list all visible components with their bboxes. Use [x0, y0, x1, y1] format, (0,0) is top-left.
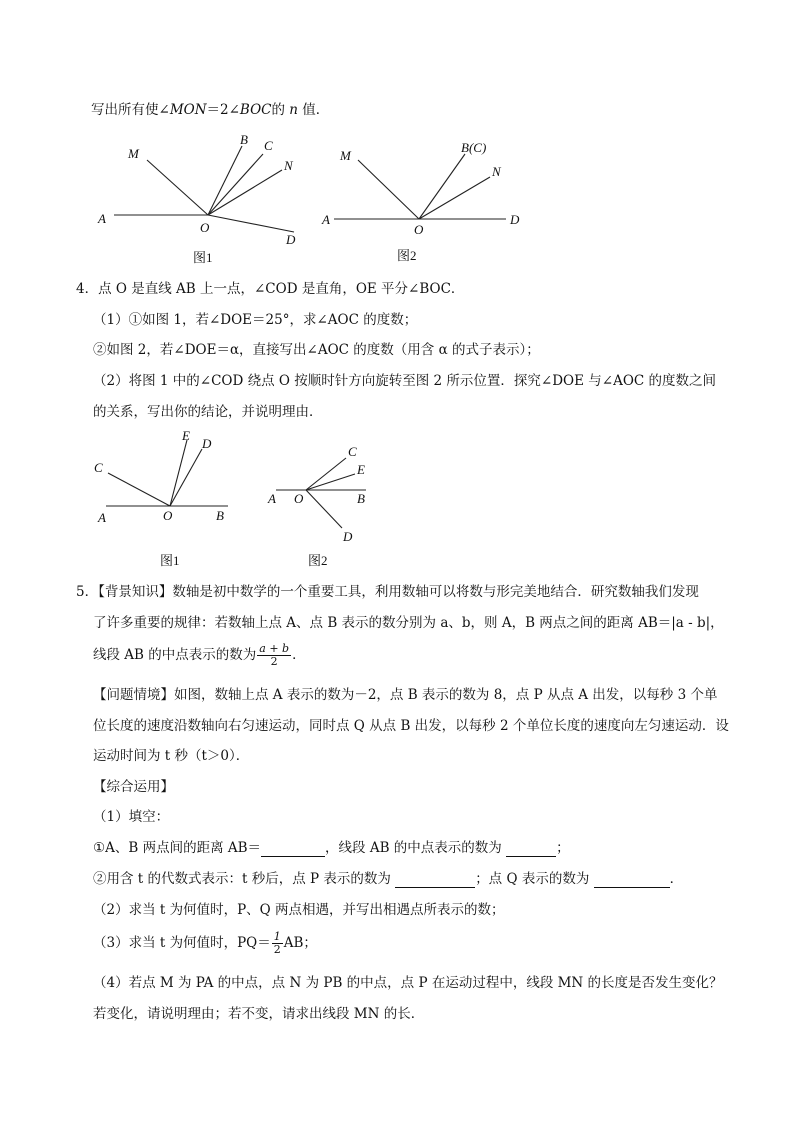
figure-3-2: [320, 128, 530, 270]
q5-line-11: （2）求当 t 为何值时，P、Q 两点相遇，并写出相遇点所表示的数；: [93, 902, 505, 918]
midpoint-fraction: [257, 643, 291, 668]
label-c: C: [348, 444, 357, 459]
angle-boc: BOC: [239, 102, 272, 118]
intro-text: 值．: [302, 102, 330, 118]
label-o: O: [163, 508, 173, 523]
intro-text: 的: [271, 102, 285, 118]
answer-blank-q[interactable]: [594, 873, 670, 888]
label-a: A: [268, 491, 276, 506]
q5-line-3-text: 线段 AB 的中点表示的数为: [93, 647, 257, 663]
q5-line-8: （1）填空：: [93, 809, 170, 825]
q5-line-9-end: ；: [556, 840, 570, 856]
q5-line-12-text: （3）求当 t 为何值时，PQ＝: [93, 935, 271, 951]
q4-line-3: ②如图 2，若∠DOE＝α，直接写出∠AOC 的度数（用含 α 的式子表示）；: [93, 342, 540, 358]
q5-line-10: [93, 870, 683, 888]
label-m: M: [340, 148, 351, 163]
ray-od: [306, 490, 342, 528]
label-b-c: B(C): [461, 140, 487, 155]
angle-mon: MON: [169, 102, 207, 118]
ray-om: [147, 160, 208, 215]
label-d: D: [343, 529, 353, 544]
q5-line-5: 位长度的速度沿数轴向右匀速运动，同时点 Q 从点 B 出发，以每秒 2 个单位长度的速度向左匀速运动．设: [93, 718, 729, 734]
q5-line-9-text: ①A、B 两点间的距离 AB＝: [93, 840, 262, 856]
q5-line-10-text: ②用含 t 的代数式表示：t 秒后，点 P 表示的数为: [93, 871, 391, 887]
q5-line-10-end: ．: [669, 871, 684, 887]
ray-on: [419, 177, 490, 219]
label-d: D: [510, 212, 520, 227]
ray-oe: [170, 440, 187, 506]
label-a: A: [98, 211, 106, 226]
fraction-denominator: 2: [270, 655, 278, 668]
label-n: N: [492, 164, 501, 179]
intro-line: [91, 101, 329, 119]
label-e: E: [182, 428, 190, 443]
label-m: M: [128, 146, 139, 161]
ray-om: [358, 160, 419, 219]
q5-line-10-text: ；点 Q 表示的数为: [475, 871, 590, 887]
fraction-numerator: a + b: [259, 642, 290, 655]
q5-line-13: （4）若点 M 为 PA 的中点，点 N 为 PB 的中点，点 P 在运动过程中，线段 MN 的长度是否发生变化？: [93, 975, 723, 991]
q4-line-1: 4．点 O 是直线 AB 上一点，∠COD 是直角，OE 平分∠BOC．: [76, 281, 465, 297]
caption-fig-2: 图2: [308, 553, 328, 568]
ray-od: [170, 449, 202, 506]
q5-line-4: 【问题情境】如图，数轴上点 A 表示的数为－2，点 B 表示的数为 8，点 P 从点 A 出发，以每秒 3 个单: [93, 687, 718, 703]
ray-obc: [419, 154, 465, 219]
label-o: O: [414, 222, 424, 237]
q5-line-12-end: AB；: [283, 935, 317, 951]
q5-line-2: 了许多重要的规律：若数轴上点 A、点 B 表示的数分别为 a、b，则 A，B 两点之间的距离 AB＝|a - b|，: [93, 615, 724, 631]
q5-line-9: [93, 839, 570, 857]
variable-n: n: [289, 102, 298, 118]
q5-line-1: 5．【背景知识】数轴是初中数学的一个重要工具，利用数轴可以将数与形完美地结合．研究数轴我们发现: [76, 584, 699, 600]
q5-line-14: 若变化，请说明理由；若不变，请求出线段 MN 的长．: [93, 1006, 425, 1022]
fraction-denominator: 2: [273, 943, 281, 956]
ray-oc: [306, 458, 346, 490]
label-o: O: [200, 220, 210, 235]
q5-line-3-end: ．: [292, 647, 306, 663]
label-b: B: [216, 508, 224, 523]
label-d: D: [202, 436, 212, 451]
label-a: A: [322, 212, 330, 227]
intro-text: ＝2∠: [206, 102, 240, 118]
label-b: B: [357, 491, 365, 506]
ray-oc: [108, 473, 170, 506]
caption-fig-1: 图1: [160, 553, 180, 568]
label-o: O: [294, 491, 304, 506]
label-a: A: [98, 510, 106, 525]
ray-oe: [306, 474, 355, 490]
q5-line-12: [93, 928, 317, 958]
label-n: N: [284, 158, 293, 173]
q4-line-2: （1）①如图 1，若∠DOE＝25°，求∠AOC 的度数；: [93, 312, 418, 328]
caption-fig-2: 图2: [397, 248, 417, 263]
label-b: B: [240, 132, 248, 147]
q4-line-4: （2）将图 1 中的∠COD 绕点 O 按顺时针方向旋转至图 2 所示位置．探究∠DOE 与∠AOC 的度数之间: [93, 373, 717, 389]
label-c: C: [94, 460, 103, 475]
figure-4-2: [262, 440, 382, 574]
q5-line-7: 【综合运用】: [93, 779, 174, 795]
q5-line-9-text: ，线段 AB 的中点表示的数为: [325, 840, 502, 856]
ray-od: [208, 215, 294, 232]
answer-blank-ab[interactable]: [261, 842, 325, 857]
q5-line-3: [93, 640, 306, 670]
q4-line-5: 的关系，写出你的结论，并说明理由．: [93, 404, 323, 420]
ray-oc: [208, 154, 263, 215]
figure-4-1: [92, 426, 242, 574]
fraction-numerator: 1: [273, 930, 281, 943]
answer-blank-p[interactable]: [395, 873, 475, 888]
half-fraction: [272, 931, 283, 956]
caption-fig-1: 图1: [193, 250, 213, 265]
answer-blank-midpoint[interactable]: [506, 842, 556, 857]
intro-text: 写出所有使∠: [91, 102, 170, 118]
q5-line-6: 运动时间为 t 秒（t＞0）．: [93, 748, 250, 764]
label-e: E: [357, 462, 365, 477]
figure-3-1: [92, 128, 307, 270]
label-c: C: [264, 138, 273, 153]
label-d: D: [286, 232, 296, 247]
